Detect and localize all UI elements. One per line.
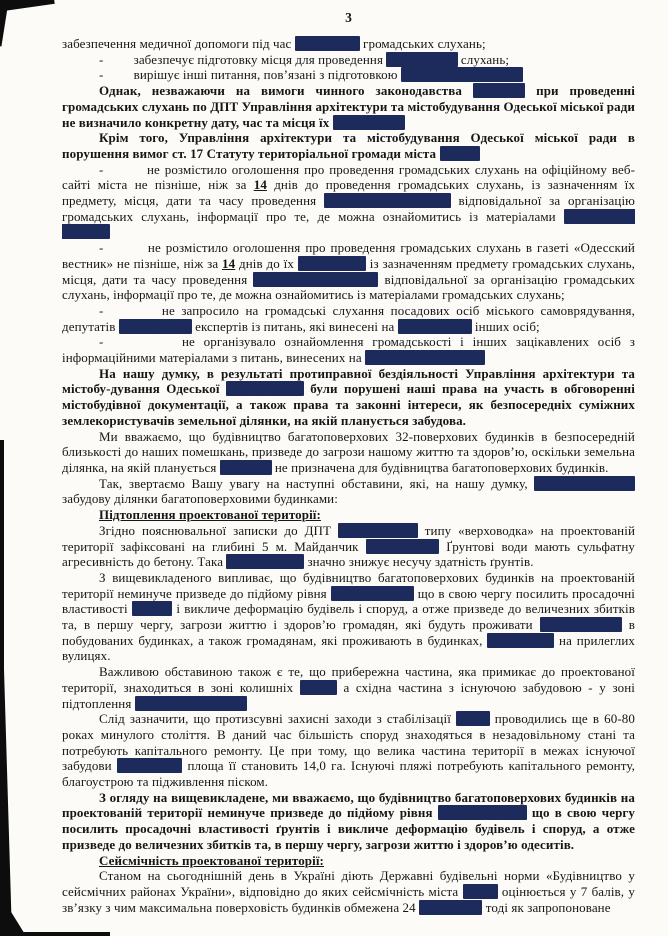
section-heading [62, 507, 635, 523]
redacted-text: зсувів, [299, 679, 337, 695]
text-run: забудову ділянки багатоповерховими будинками: [62, 491, 338, 507]
redacted-text: громадських слухань, [324, 193, 451, 209]
text-run: відповідальної за організацію громадських слухань, інформації про те, де можна ознайомитись із матеріалами [62, 193, 635, 224]
redacted-text: громадських слухань; [62, 208, 635, 240]
text-run: - не розмістило оголошення про проведення громадських слухань в газеті «Одесский вестник» не пізніше, ніж за [62, 240, 635, 271]
text-run: на прилеглих вулицях. [62, 632, 635, 664]
text-run: інших осіб; [471, 318, 540, 334]
text-run: - вирішує інші питання, пов’язані з підготовкою [99, 67, 401, 83]
redacted-text: міської ради, [118, 318, 192, 334]
redacted-text: унеможливлюють [534, 475, 635, 491]
text-run: громадських слухань; [359, 36, 486, 51]
text-run: Крім того, Управління архітектури та містобудування Одеської міської ради в порушення вимог ст. 17 Статуту територіальної громади міста [62, 130, 635, 161]
paragraph [62, 67, 635, 83]
redacted-text: поверхами, [419, 899, 483, 915]
text-run: а східна частина з існуючою забудовою - у зоні підтоплення [62, 679, 635, 711]
paragraph [62, 711, 635, 790]
document-body [62, 36, 635, 915]
redacted-text: громадських [386, 51, 458, 67]
paragraph [62, 36, 635, 52]
text-run: 14 [253, 177, 267, 193]
paragraph [62, 303, 635, 334]
text-run: проводились ще в 60-80 роках минулого століття. В даний час більшість споруд знаходяться в незадовільному стані та потребують капітального ремонту. Це при тому, що велика частина території в межах існуючої забудови [62, 711, 635, 774]
paragraph [62, 570, 635, 664]
redacted-text: проведення. [332, 114, 405, 130]
redacted-text: забудова, [219, 459, 272, 475]
redacted-text: зсувів [455, 711, 490, 727]
redacted-text: розміщених [487, 632, 555, 648]
redacted-text: міської ради [226, 381, 304, 397]
text-run: із зазначенням предмету громадських слухань, місця, дати та часу проведення [62, 255, 636, 287]
text-run: Станом на сьогоднішній день в Україні діють Державні будівельні норми «Будівництво у сейсмічних районах України», відповідно до яких сейсмічність міста [62, 868, 635, 899]
redacted-text: підтопленість [226, 554, 305, 570]
redacted-text: обговорення, [397, 318, 472, 334]
redacted-text: ґрунтовими водами. [134, 695, 248, 711]
paragraph [62, 366, 635, 429]
paragraph [62, 429, 635, 476]
text-run: Сейсмічність проектованої території: [99, 852, 324, 868]
text-run: площа її становить 14,0 га. Існуючі пляжі потребують капітального ремонту, благоустрою та підживлення піском. [62, 758, 635, 790]
text-run: оцінюється у 7 балів, у зв’язку з чим максимальна поверховість будинків обмежена 24 [62, 883, 636, 915]
text-run: Згідно пояснювальної записки до ДПТ [99, 522, 338, 538]
paragraph [62, 790, 635, 853]
paragraph [62, 334, 635, 365]
text-run: в побудованих будинках, а також громадянам, які проживають в будинках, [62, 617, 636, 648]
redacted-text: Одеси [462, 883, 498, 899]
text-run: З вищевикладеного випливає, що будівництво багатоповерхових будинків на проектованій території неминуче призведе до підйому рівня [62, 569, 635, 601]
redacted-text: підтоплений. [365, 538, 440, 554]
paragraph [62, 868, 635, 915]
text-run: не призначена для будівництва багатоповерхових будинків. [271, 459, 609, 475]
text-run: - не організувало ознайомлення громадськості і інших зацікавлених осіб з інформаційними матеріалами з питань, винесених на [62, 334, 635, 366]
text-run: що в свою чергу посилить просадочні властивості ґрунтів і викличе деформацію будівель і споруд, а отже призведе до величезних збитків та, в першу чергу, загрози життю і здоров’ю одеситів. [62, 805, 636, 852]
paragraph [62, 83, 635, 130]
text-run: при проведенні громадських слухань по ДПТ Управління архітектури та містобудування Одеської міської ради не визначило конкретну дату, час та місця їх [62, 83, 635, 130]
redacted-text: ґрунтові води [337, 522, 418, 538]
redacted-text: проведення, [297, 255, 366, 271]
redacted-text: безпосередньо [539, 617, 622, 633]
text-run: днів до проведення громадських слухань, із зазначенням їх предмету, місця, дати та часу проведення [62, 177, 635, 209]
redacted-text: ґрунтових вод, [437, 805, 527, 821]
paragraph [62, 130, 635, 161]
text-run: З огляду на вищевикладене, ми вважаємо, що будівництво багатоповерхових будинків на проектованій території неминуче призведе до підйому рівня [62, 789, 635, 821]
redacted-text: підтоплена, [116, 758, 183, 774]
text-run: значно знижує несучу здатність ґрунтів. [304, 554, 534, 570]
redacted-text: України, [472, 83, 526, 99]
text-run: експертів із питань, які винесені на [191, 318, 398, 334]
text-run: - не запросило на громадські слухання посадових осіб міського самоврядування, депутатів [62, 302, 635, 334]
paragraph [62, 162, 635, 241]
text-run: відповідальної за організацію громадських слухань, інформації про те, де можна ознайомитись із матеріалами громадських слухань; [62, 271, 635, 303]
scan-artifact-bottom-edge [0, 932, 110, 936]
redacted-text: громадських слухань. [400, 67, 524, 83]
text-run: - забезпечує підготовку місця для проведення [99, 51, 387, 67]
text-run: слухань; [457, 51, 510, 67]
text-run: На нашу думку, в результаті протиправної бездіяльності Управління архітектури та містобу-дування Одеської [62, 365, 635, 397]
text-run: Однак, незважаючи на вимоги чинного законодавства [99, 83, 473, 99]
text-run: Ґрунтові води мають сульфатну агресивність до бетону. Така [62, 538, 635, 570]
redacted-text: Одеси: [439, 145, 481, 161]
section-heading [62, 853, 635, 869]
text-run: Важливою обставиною також є те, що прибережна частина, яка примикає до проектованої території, знаходиться в зоні колишніх [62, 664, 635, 695]
paragraph [62, 52, 635, 68]
text-run: і викличе деформацію будівель і споруд, а отже призведе до величезних збитків та, в першу чергу, загрози життю і здоров’ю громадян, які будуть проживати [62, 601, 635, 633]
text-run: Ми вважаємо, що будівництво багатоповерхових 32-поверхових будинків в безпосередній близькості до наших помешкань, призведе до загрози нашому життю та здоров’ю, оскільки земельна ділянка, на якій планується [62, 428, 635, 475]
scan-artifact-left-wedge [0, 636, 12, 936]
text-run: Слід зазначити, що протизсувні захисні заходи з стабілізації [99, 711, 456, 727]
paragraph [62, 476, 635, 507]
text-run: днів до їх [235, 255, 298, 271]
text-run: Підтоплення проектованої території: [99, 507, 321, 523]
redacted-text: ґрунтових вод, [330, 585, 414, 601]
text-run: були порушені наші права на участь в обговоренні містобудівної документації, а також права та законні інтереси, як безпосередніх суміжних землекористувачів земельної ділянки, на якій планується забудова. [62, 381, 635, 428]
text-run: тоді як запропоноване [482, 899, 611, 915]
text-run: - не розмістило оголошення про проведення громадських слухань на офіційному веб-сайті міста не пізніше, ніж за [62, 161, 635, 193]
text-run: що в свою чергу посилить просадочні властивості [62, 585, 635, 617]
text-run: Так, звертаємо Вашу увагу на наступні обставини, які, на нашу думку, [99, 475, 535, 491]
redacted-text: проведення [294, 36, 360, 51]
text-run: 14 [222, 255, 236, 271]
paragraph [62, 240, 635, 303]
redacted-text: ґрунтів [131, 601, 173, 617]
paragraph [62, 523, 635, 570]
redacted-text: громадських слухань, [253, 271, 379, 287]
page-number: 3 [345, 10, 352, 25]
text-run: забезпечення медичної допомоги під час [62, 36, 295, 51]
text-run: типу «верховодка» на проектованій території зафіксовані на глибині 5 м. Майданчик [62, 522, 636, 554]
paragraph [62, 664, 635, 711]
redacted-text: громадські слухання. [365, 350, 485, 366]
